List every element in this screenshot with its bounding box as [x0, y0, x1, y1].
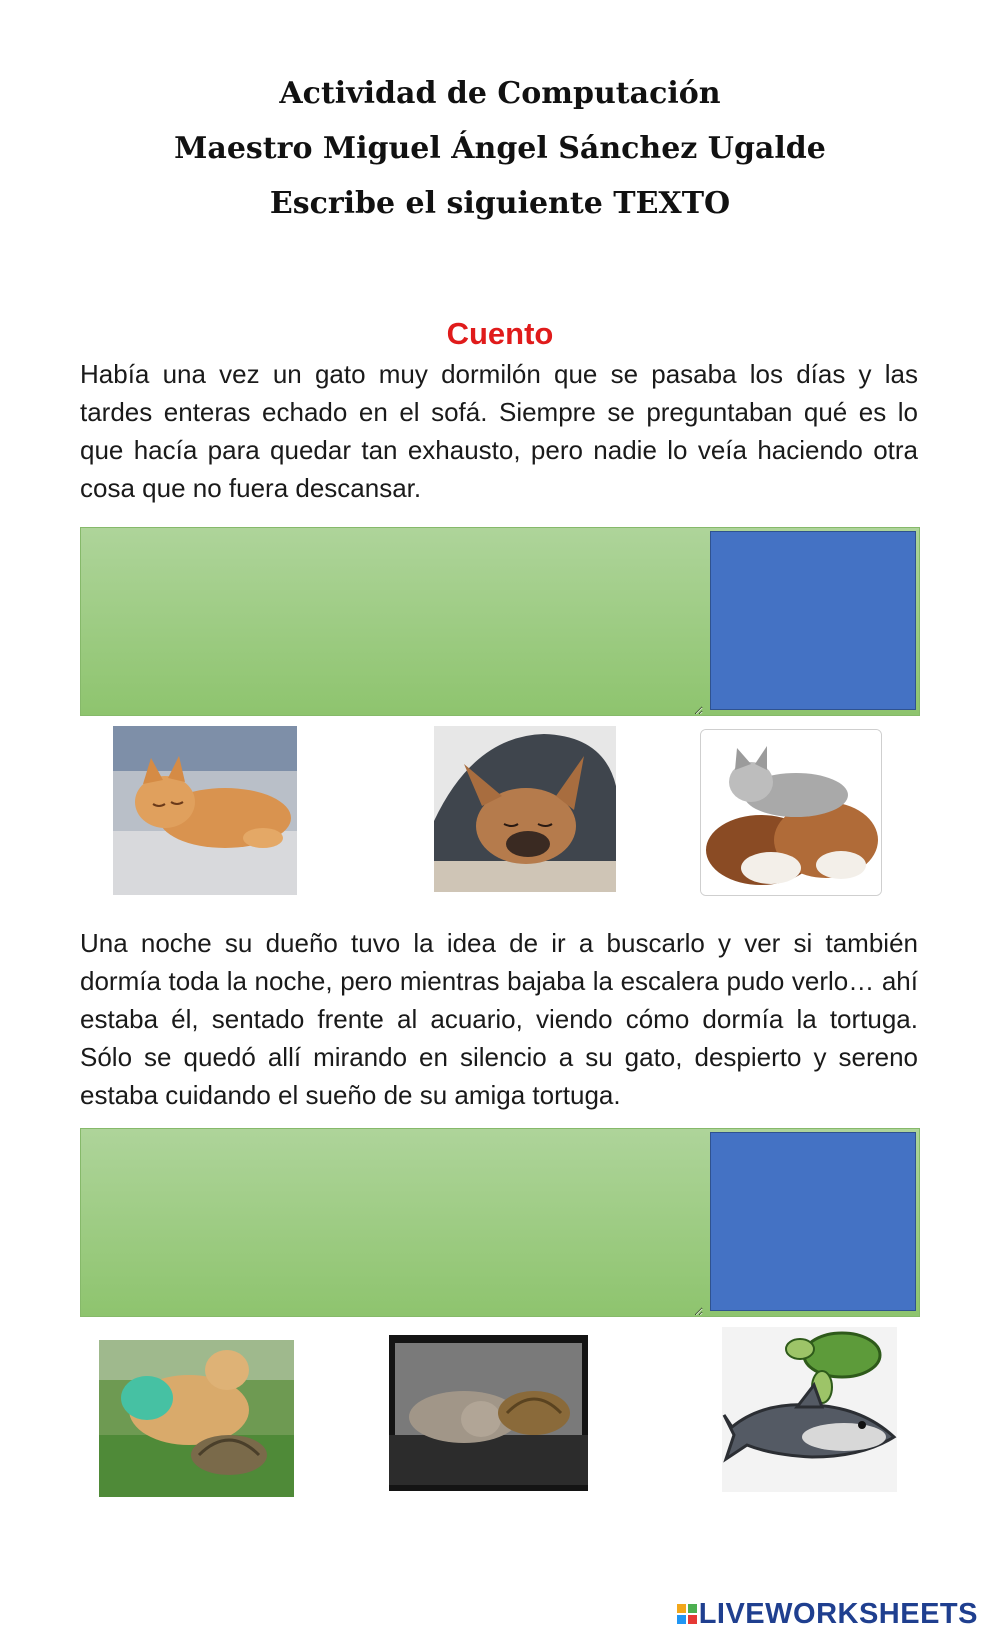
answer-input-1[interactable]	[81, 528, 703, 715]
dog-with-tortoise-photo	[99, 1340, 294, 1497]
sleeping-cat-photo	[113, 726, 297, 895]
logo-mark-icon	[677, 1604, 697, 1624]
answer-input-2[interactable]	[81, 1129, 703, 1316]
answer-box-2	[80, 1128, 920, 1317]
turtle-and-shark-drawing	[722, 1327, 897, 1492]
activity-title: Actividad de Computación	[279, 76, 721, 111]
logo-text: LIVEWORKSHEETS	[698, 1597, 978, 1630]
story-paragraph-2: Una noche su dueño tuvo la idea de ir a buscarlo y ver si también dormía toda la noche, pero mientras bajaba la escalera pudo verlo… ahí estaba él, sentado frente al acuario, viendo cómo dormía la tortuga. Sólo se quedó allí mirando en silencio a su gato, despierto y sereno estaba cuidando el sueño de su amiga tortuga.	[80, 928, 918, 1110]
story-title: Cuento	[446, 316, 554, 351]
check-button-1[interactable]	[710, 531, 916, 710]
instruction-text: Escribe el siguiente TEXTO	[269, 186, 731, 221]
teacher-name: Maestro Miguel Ángel Sánchez Ugalde	[174, 131, 826, 166]
kitten-on-dogs-photo	[700, 729, 882, 896]
sleeping-dog-photo	[434, 726, 616, 892]
story-paragraph-1: Había una vez un gato muy dormilón que se pasaba los días y las tardes enteras echado en el sofá. Siempre se preguntaban qué es lo que hacía para quedar tan exhausto, pero nadie lo veía haciendo otra cosa que no fuera descansar.	[80, 359, 918, 503]
cat-with-tortoise-photo	[389, 1335, 588, 1491]
answer-box-1	[80, 527, 920, 716]
check-button-2[interactable]	[710, 1132, 916, 1311]
liveworksheets-logo	[677, 1598, 978, 1630]
